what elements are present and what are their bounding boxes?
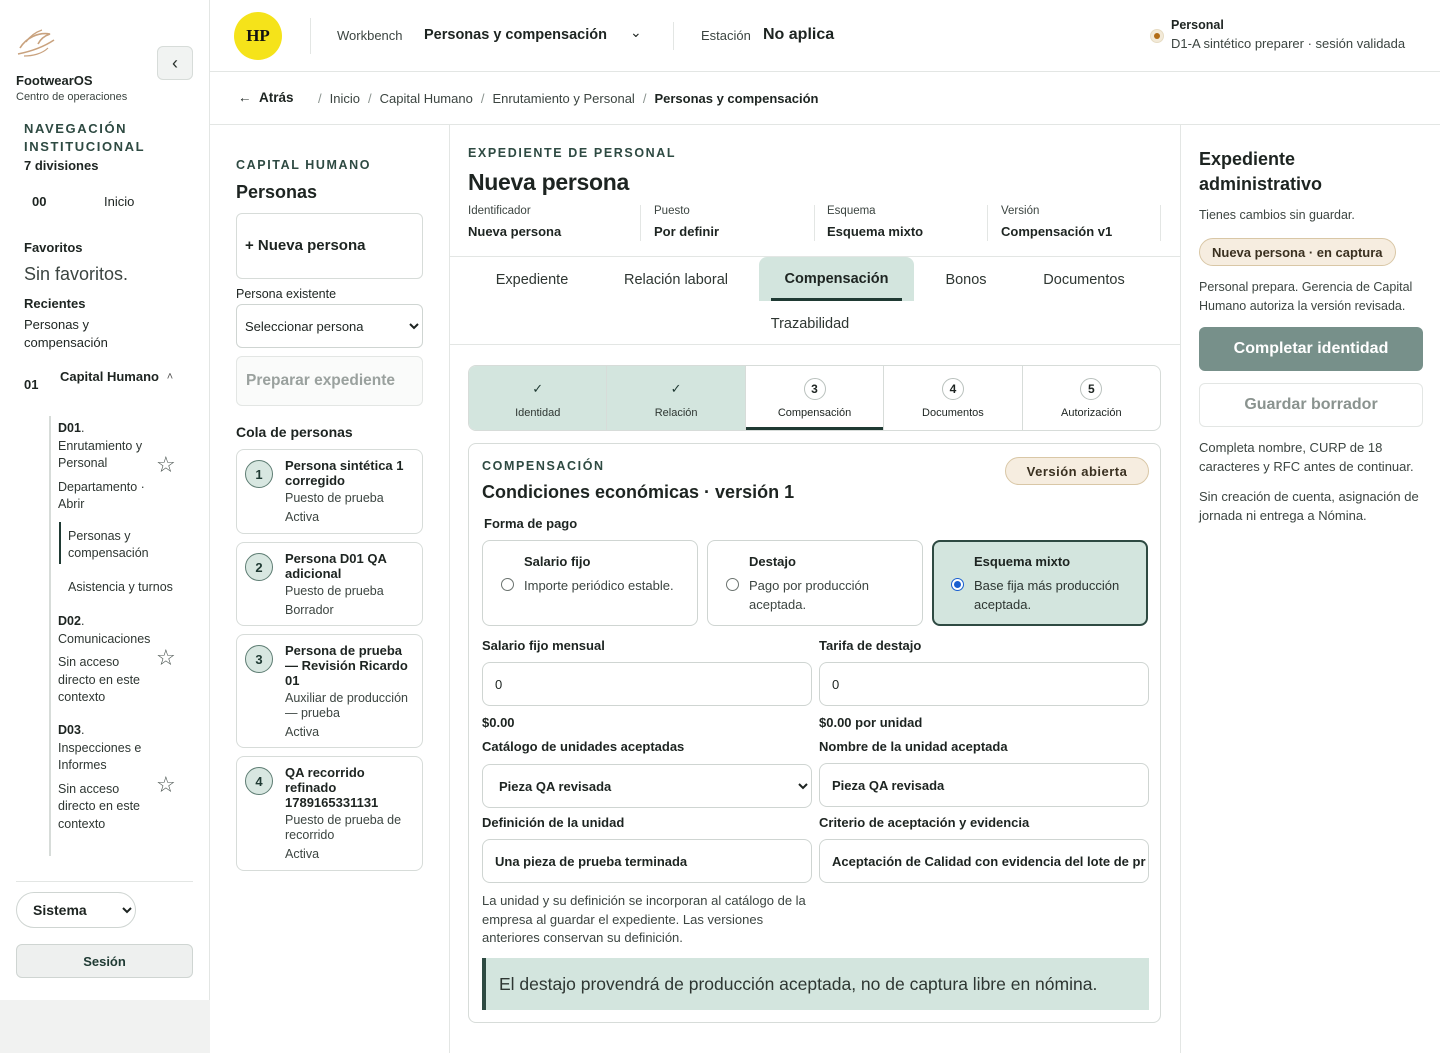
sidebar-item-asistencia[interactable]: Asistencia y turnos: [68, 580, 173, 594]
queue-role: Auxiliar de producción — prueba: [285, 691, 408, 720]
divider: [987, 205, 988, 241]
meta-esquema: [827, 205, 982, 243]
meta-label: Esquema: [827, 205, 876, 217]
workbench-select[interactable]: Personas y compensación: [424, 27, 607, 43]
existing-person-label: Persona existente: [236, 287, 337, 301]
step-label: Identidad: [515, 407, 561, 419]
card-kicker: COMPENSACIÓN: [482, 459, 605, 473]
queue-title: Cola de personas: [236, 424, 353, 440]
personas-kicker: CAPITAL HUMANO: [236, 158, 372, 172]
footwear-logo-icon: [16, 26, 56, 60]
existing-person-select[interactable]: [236, 304, 423, 348]
salary-display: $0.00: [482, 715, 515, 730]
option-destajo[interactable]: [707, 540, 923, 626]
catalog-note: La unidad y su definición se incorporan al catálogo de la empresa al guardar el expediente. Las versiones anteriores conservan su definición.: [482, 893, 806, 945]
requirements-note: Completa nombre, CURP de 18 caracteres y RFC antes de continuar.: [1199, 440, 1414, 474]
d03-note: Sin acceso directo en este contexto: [58, 781, 140, 831]
meta-label: Identificador: [468, 205, 531, 217]
top-bar: [210, 0, 1440, 72]
queue-state: Activa: [285, 847, 320, 861]
admin-panel: [1180, 125, 1440, 1053]
panel-title: Expediente administrativo: [1199, 149, 1323, 194]
page-title: Nueva persona: [468, 169, 629, 195]
personas-title: Personas: [236, 182, 318, 202]
tab-documentos[interactable]: Documentos: [1043, 272, 1125, 288]
session-button[interactable]: Sesión: [16, 944, 193, 978]
option-title: Esquema mixto: [974, 554, 1071, 569]
queue-number: 4: [245, 767, 273, 795]
unsaved-notice: Tienes cambios sin guardar.: [1199, 208, 1355, 222]
home-code: 00: [32, 194, 47, 209]
brand-name: FootwearOS: [16, 73, 93, 88]
home-label: Inicio: [104, 194, 135, 209]
step-number: 5: [1080, 378, 1102, 400]
status-dot-icon: [1150, 29, 1164, 43]
step-number: 4: [942, 378, 964, 400]
save-draft-button[interactable]: Guardar borrador: [1199, 383, 1423, 427]
queue-role: Puesto de prueba de recorrido: [285, 813, 402, 842]
workbench-label: Workbench: [337, 28, 403, 43]
catalog-label: Catálogo de unidades aceptadas: [482, 739, 685, 754]
star-icon[interactable]: ☆: [156, 645, 176, 670]
queue-item[interactable]: [236, 756, 423, 871]
breadcrumb-current: Personas y compensación: [654, 91, 819, 106]
favorites-empty: Sin favoritos.: [24, 264, 129, 284]
recents-title: Recientes: [24, 296, 86, 311]
divider: [1160, 205, 1161, 241]
queue-number: 3: [245, 645, 273, 673]
collapse-sidebar-button[interactable]: [157, 46, 193, 80]
divider: [673, 22, 674, 50]
d02-code: D02: [58, 614, 81, 628]
meta-label: Puesto: [654, 205, 690, 217]
unit-definition-label: Definición de la unidad: [482, 815, 625, 830]
back-label: Atrás: [259, 90, 294, 105]
step-autorizacion[interactable]: [1023, 366, 1160, 430]
d01-code: D01: [58, 421, 81, 435]
divider: [814, 205, 815, 241]
option-description: Base fija más producción aceptada.: [974, 578, 1120, 612]
scope-note: Sin creación de cuenta, asignación de jornada ni entrega a Nómina.: [1199, 489, 1419, 523]
status-badge: Nueva persona · en captura: [1199, 238, 1396, 266]
option-title: Salario fijo: [524, 554, 591, 569]
queue-role: Puesto de prueba: [285, 584, 384, 598]
user-session: D1-A sintético preparer · sesión validada: [1171, 36, 1406, 51]
prepare-file-button[interactable]: Preparar expediente: [236, 356, 423, 406]
meta-value: Compensación v1: [1001, 224, 1113, 239]
department-d02: D02. Comunicaciones Sin acceso directo en este contexto: [58, 614, 151, 704]
check-icon: ✓: [670, 381, 682, 396]
department-d01[interactable]: D01. Enrutamiento y Personal Departamento · Abrir: [58, 421, 145, 511]
version-badge: Versión abierta: [1005, 457, 1149, 485]
new-person-button[interactable]: + Nueva persona: [236, 213, 423, 279]
queue-name: Persona sintética 1 corregido: [285, 458, 404, 488]
page-kicker: EXPEDIENTE DE PERSONAL: [468, 146, 677, 160]
step-label: Autorización: [1061, 407, 1122, 419]
salary-label: Salario fijo mensual: [482, 638, 605, 653]
d03-name: Inspecciones e Informes: [58, 740, 142, 772]
check-icon: ✓: [532, 381, 544, 396]
back-button[interactable]: [238, 90, 294, 105]
option-esquema-mixto[interactable]: [932, 540, 1148, 626]
meta-identificador: [468, 205, 638, 243]
unit-name-input[interactable]: Pieza QA revisada: [819, 763, 1149, 807]
hp-logo: HP: [234, 12, 282, 60]
nav-count: 7 divisiones: [24, 158, 99, 173]
tab-expediente[interactable]: Expediente: [495, 272, 569, 288]
step-documentos[interactable]: [884, 366, 1022, 430]
breadcrumb-item[interactable]: Inicio: [329, 91, 360, 106]
sidebar-item-personas[interactable]: Personas y compensación: [68, 529, 149, 560]
chevron-up-icon: ˄: [166, 371, 174, 383]
tab-trazabilidad[interactable]: Trazabilidad: [770, 316, 850, 332]
meta-version: [1001, 205, 1156, 243]
step-relacion[interactable]: [607, 366, 745, 430]
unit-definition-input[interactable]: Una pieza de prueba terminada: [482, 839, 812, 883]
salary-input[interactable]: 0: [482, 662, 812, 706]
meta-puesto: [654, 205, 809, 243]
rate-label: Tarifa de destajo: [819, 638, 922, 653]
rate-display: $0.00 por unidad: [819, 715, 923, 730]
meta-label: Versión: [1001, 205, 1040, 217]
queue-item[interactable]: [236, 634, 423, 748]
division-capital-humano[interactable]: [24, 368, 184, 394]
card-title: Condiciones económicas · versión 1: [482, 482, 795, 502]
recent-item[interactable]: Personas y compensación: [24, 317, 108, 350]
option-description: Importe periódico estable.: [524, 578, 674, 593]
radio-button[interactable]: [726, 578, 739, 591]
queue-item[interactable]: [236, 542, 423, 626]
step-number: 3: [804, 378, 826, 400]
unit-name-label: Nombre de la unidad aceptada: [819, 739, 1008, 754]
complete-identity-button[interactable]: Completar identidad: [1199, 327, 1423, 371]
brand-subtitle: Centro de operaciones: [16, 91, 128, 103]
station-value: No aplica: [763, 26, 835, 43]
sidebar-bottom: [0, 1000, 210, 1053]
divider: [450, 344, 1180, 345]
star-icon[interactable]: ☆: [156, 452, 176, 477]
nav-title: NAVEGACIÓN INSTITUCIONAL: [24, 121, 146, 154]
compensation-card: [468, 443, 1161, 1023]
radio-button[interactable]: [501, 578, 514, 591]
criteria-input[interactable]: Aceptación de Calidad con evidencia del lote de pr: [819, 839, 1149, 883]
step-compensacion[interactable]: [746, 366, 884, 430]
meta-value: Por definir: [654, 224, 720, 239]
radio-button-selected[interactable]: [951, 578, 964, 591]
queue-state: Borrador: [285, 603, 334, 617]
queue-role: Puesto de prueba: [285, 491, 384, 505]
chevron-left-icon: ‹: [172, 52, 178, 73]
department-d03: D03. Inspecciones e Informes Sin acceso directo en este contexto: [58, 723, 142, 831]
queue-name: QA recorrido refinado 1789165331131: [285, 765, 379, 810]
divider: [310, 18, 311, 54]
approval-note: Personal prepara. Gerencia de Capital Humano autoriza la versión revisada.: [1199, 280, 1413, 313]
tab-relacion-laboral[interactable]: Relación laboral: [624, 272, 728, 288]
active-indicator: [59, 522, 61, 564]
divider: [16, 881, 193, 882]
rate-input[interactable]: 0: [819, 662, 1149, 706]
station-label: Estación: [701, 28, 751, 43]
arrow-left-icon: ←: [238, 90, 252, 105]
main-content: [450, 125, 1180, 1053]
queue-state: Activa: [285, 510, 320, 524]
catalog-select[interactable]: [482, 764, 812, 808]
queue-name: Persona de prueba — Revisión Ricardo 01: [285, 643, 408, 688]
tab-compensacion[interactable]: Compensación: [759, 257, 914, 301]
division-name: Capital Humano: [60, 369, 159, 384]
breadcrumb: [210, 72, 1440, 125]
sidebar: [0, 0, 210, 1000]
division-code: 01: [24, 377, 39, 392]
breadcrumb-item[interactable]: Capital Humano: [379, 91, 473, 106]
meta-value: Nueva persona: [468, 224, 562, 239]
breadcrumb-item[interactable]: Enrutamiento y Personal: [492, 91, 635, 106]
personas-panel: [210, 125, 450, 1053]
queue-name: Persona D01 QA adicional: [285, 551, 387, 581]
tab-bonos[interactable]: Bonos: [945, 272, 987, 288]
criteria-label: Criterio de aceptación y evidencia: [819, 815, 1030, 830]
d02-note: Sin acceso directo en este contexto: [58, 655, 140, 704]
step-identidad[interactable]: [469, 366, 607, 430]
d01-name: Enrutamiento y Personal: [58, 438, 143, 470]
d03-code: D03: [58, 723, 81, 737]
queue-item[interactable]: [236, 449, 423, 534]
info-callout: El destajo provendrá de producción aceptada, no de captura libre en nómina.: [482, 958, 1149, 1010]
chevron-down-icon[interactable]: ⌄: [630, 24, 642, 40]
sidebar-item-home[interactable]: [24, 194, 194, 212]
step-label: Documentos: [922, 407, 984, 419]
progress-stepper: [468, 365, 1161, 431]
star-icon[interactable]: ☆: [156, 772, 176, 797]
step-label: Relación: [654, 407, 698, 419]
divider: [640, 205, 641, 241]
meta-value: Esquema mixto: [827, 224, 924, 239]
d01-action: Departamento · Abrir: [58, 479, 145, 511]
system-select[interactable]: [16, 892, 136, 928]
favorites-title: Favoritos: [24, 240, 83, 255]
user-name: Personal: [1171, 18, 1224, 32]
d02-name: Comunicaciones: [58, 631, 151, 646]
queue-number: 2: [245, 553, 273, 581]
queue-state: Activa: [285, 725, 320, 739]
option-salario-fijo[interactable]: [482, 540, 698, 626]
tree-line: [49, 416, 51, 856]
step-label: Compensación: [777, 407, 852, 419]
breadcrumb-trail: / Inicio / Capital Humano / Enrutamiento y Personal / Personas y compensación: [318, 91, 819, 106]
payment-form-label: Forma de pago: [484, 516, 578, 531]
queue-number: 1: [245, 460, 273, 488]
option-title: Destajo: [749, 554, 796, 569]
option-description: Pago por producción aceptada.: [749, 578, 869, 612]
